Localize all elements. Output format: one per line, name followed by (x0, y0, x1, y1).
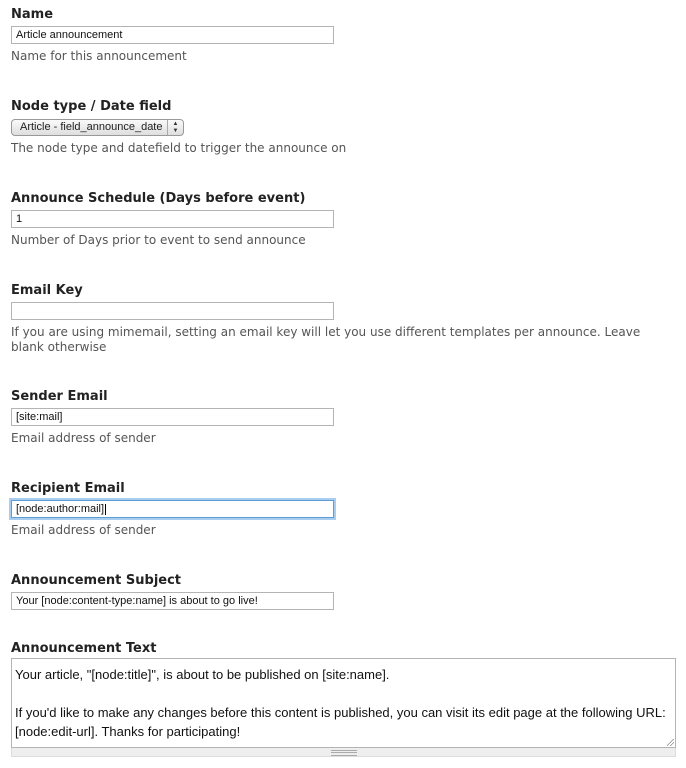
email-key-field-group (11, 283, 641, 354)
sender-email-description: Email address of sender (11, 431, 156, 445)
node-type-field-group (11, 99, 347, 155)
recipient-email-field-group (11, 481, 156, 537)
schedule-input[interactable]: 1 (11, 210, 334, 228)
recipient-email-value: [node:author:mail] (16, 503, 105, 515)
subject-input[interactable]: Your [node:content-type:name] is about to go live! (11, 592, 334, 610)
subject-field-group (11, 573, 258, 607)
textarea-paragraph-2: If you'd like to make any changes before this content is published, you can visit its edit page at the following URL: [node:edit-url]. Thanks for participating! (15, 705, 666, 739)
node-type-description: The node type and datefield to trigger the announce on (11, 141, 347, 155)
name-label: Name (11, 7, 54, 22)
announcement-text-textarea[interactable] (11, 658, 676, 748)
node-type-label: Node type / Date field (11, 99, 172, 114)
email-key-label: Email Key (11, 283, 83, 298)
sender-email-field-group (11, 389, 156, 445)
schedule-field-group (11, 191, 306, 247)
resize-corner-icon[interactable] (667, 739, 674, 746)
email-key-description: If you are using mimemail, setting an email key will let you use different templates per announce. Leave blank otherwise (11, 325, 641, 354)
subject-label: Announcement Subject (11, 573, 182, 588)
text-label: Announcement Text (11, 641, 157, 656)
recipient-email-description: Email address of sender (11, 523, 156, 537)
up-down-arrows-icon: ▲ ▼ (167, 120, 183, 136)
name-description: Name for this announcement (11, 49, 187, 63)
email-key-input[interactable] (11, 302, 334, 320)
node-type-select[interactable] (11, 119, 184, 136)
sender-email-input[interactable]: [site:mail] (11, 408, 334, 426)
schedule-label: Announce Schedule (Days before event) (11, 191, 306, 206)
name-input[interactable]: Article announcement (11, 26, 334, 44)
text-field-group (11, 641, 666, 739)
recipient-email-label: Recipient Email (11, 481, 125, 496)
recipient-email-input[interactable] (11, 500, 334, 518)
textarea-paragraph-1: Your article, "[node:title]", is about to be published on [site:name]. (15, 667, 390, 682)
textarea-resize-handle[interactable] (11, 748, 676, 757)
grip-lines-icon (331, 750, 357, 756)
schedule-description: Number of Days prior to event to send announce (11, 233, 306, 247)
text-caret (105, 504, 106, 515)
node-type-selected-value: Article - field_announce_date (20, 121, 163, 133)
sender-email-label: Sender Email (11, 389, 108, 404)
name-field-group (11, 7, 187, 63)
